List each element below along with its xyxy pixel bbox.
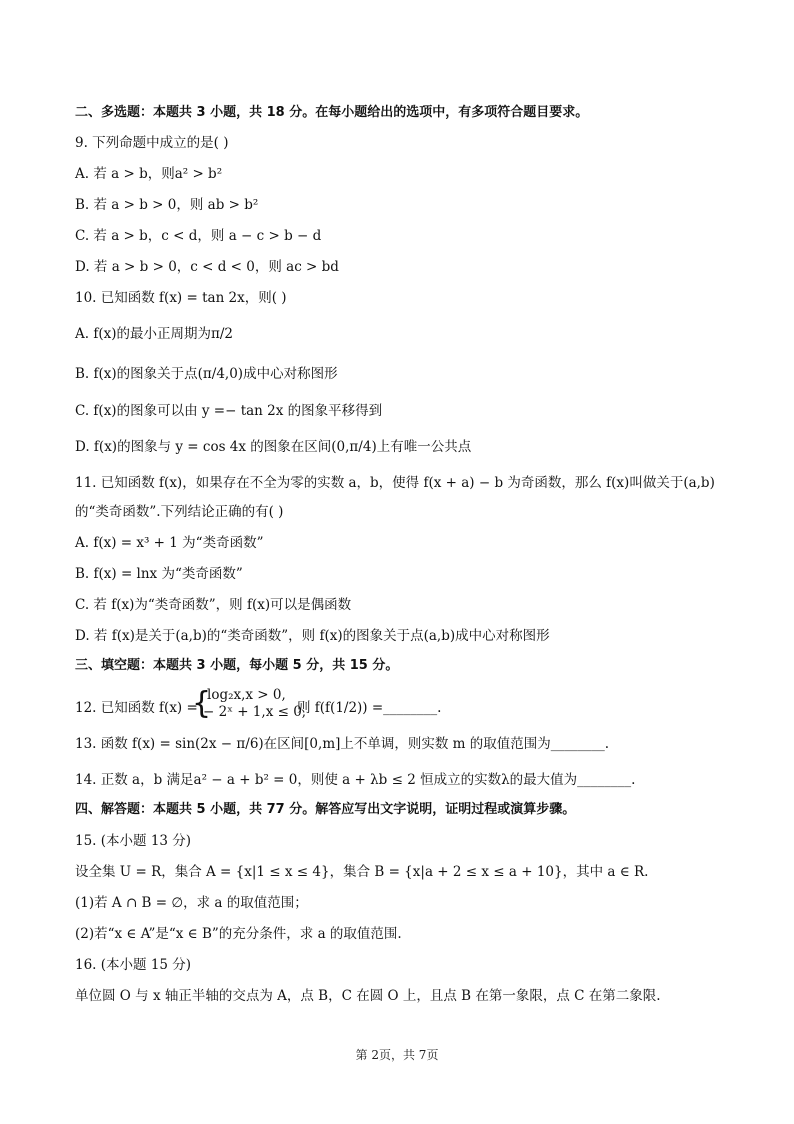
- q14: 14. 正数 a，b 满足a² − a + b² = 0，则使 a + λb ≤ 2 恒成立的实数λ的最大值为________.: [75, 772, 636, 788]
- q11-stem-line2: 的“类奇函数”.下列结论正确的有( ): [75, 504, 284, 520]
- q9-option-b: B. 若 a > b > 0，则 ab > b²: [75, 197, 259, 213]
- section-multiple-choice-header: 二、多选题：本题共 3 小题，共 18 分。在每小题给出的选项中，有多项符合题目要求。: [75, 105, 589, 120]
- q12-suffix: 则 f(f(1/2)) =________.: [297, 700, 442, 716]
- q15-body: 设全集 U = R，集合 A = {x|1 ≤ x ≤ 4}，集合 B = {x|a + 2 ≤ x ≤ a + 10}，其中 a ∈ R.: [75, 864, 649, 880]
- q9-option-a: A. 若 a > b，则a² > b²: [75, 166, 223, 182]
- q9-stem: 9. 下列命题中成立的是( ): [75, 135, 229, 151]
- q15-part-1: (1)若 A ∩ B = ∅，求 a 的取值范围；: [75, 895, 308, 911]
- q10-option-d: D. f(x)的图象与 y = cos 4x 的图象在区间(0,π/4)上有唯一公共点: [75, 439, 472, 455]
- q12-prefix: 12. 已知函数 f(x) =: [75, 700, 198, 716]
- q9-option-c: C. 若 a > b，c < d，则 a − c > b − d: [75, 228, 322, 244]
- q16-title: 16. (本小题 15 分): [75, 957, 192, 973]
- q15-part-2: (2)若“x ∈ A”是“x ∈ B”的充分条件，求 a 的取值范围.: [75, 926, 402, 942]
- q11-stem-line1: 11. 已知函数 f(x)，如果存在不全为零的实数 a，b，使得 f(x + a) − b 为奇函数，那么 f(x)叫做关于(a,b): [75, 475, 715, 491]
- q10-stem: 10. 已知函数 f(x) = tan 2x，则( ): [75, 290, 287, 306]
- q10-option-a: A. f(x)的最小正周期为π/2: [75, 326, 233, 342]
- q10-option-b: B. f(x)的图象关于点(π/4,0)成中心对称图形: [75, 366, 338, 382]
- page-footer: 第 2页，共 7页: [355, 1048, 439, 1062]
- q10-option-c: C. f(x)的图象可以由 y =− tan 2x 的图象平移得到: [75, 403, 383, 419]
- q11-option-d: D. 若 f(x)是关于(a,b)的“类奇函数”，则 f(x)的图象关于点(a,b)成中心对称图形: [75, 628, 550, 644]
- q9-option-d: D. 若 a > b > 0，c < d < 0，则 ac > bd: [75, 259, 339, 275]
- q11-option-a: A. f(x) = x³ + 1 为“类奇函数”: [75, 535, 264, 551]
- q12-case-2: − 2ˣ + 1,x ≤ 0,: [203, 704, 307, 720]
- q13: 13. 函数 f(x) = sin(2x − π/6)在区间[0,m]上不单调，则实数 m 的取值范围为________.: [75, 736, 610, 752]
- q11-option-b: B. f(x) = lnx 为“类奇函数”: [75, 566, 243, 582]
- q15-title: 15. (本小题 13 分): [75, 833, 192, 849]
- q12-case-1: log₂x,x > 0,: [207, 687, 286, 703]
- q11-option-c: C. 若 f(x)为“类奇函数”，则 f(x)可以是偶函数: [75, 597, 352, 613]
- brace-icon: {: [192, 686, 212, 721]
- q16-body: 单位圆 O 与 x 轴正半轴的交点为 A，点 B，C 在圆 O 上，且点 B 在第一象限，点 C 在第二象限.: [75, 988, 661, 1004]
- section-fill-in-header: 三、填空题：本题共 3 小题，每小题 5 分，共 15 分。: [75, 658, 399, 673]
- section-solution-header: 四、解答题：本题共 5 小题，共 77 分。解答应写出文字说明，证明过程或演算步骤。: [75, 802, 576, 817]
